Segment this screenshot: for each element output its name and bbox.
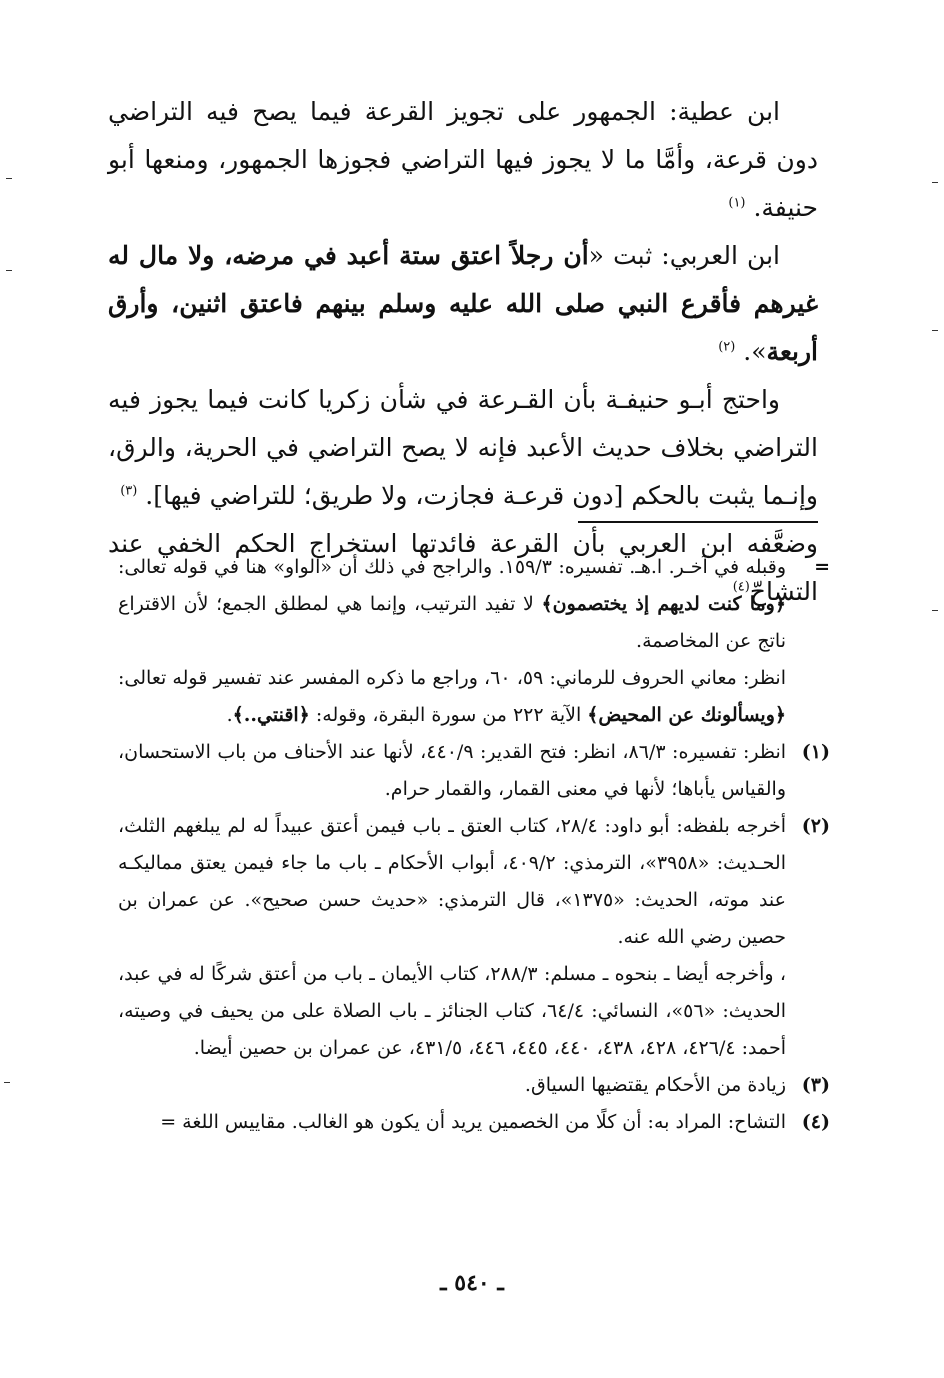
footnotes bbox=[118, 549, 830, 1141]
quran-verse: ﴿اقنتي..﴾ bbox=[232, 704, 310, 726]
footnote-ref-1[interactable]: (١) bbox=[728, 195, 746, 211]
quran-verse: ﴿وما كنت لديهم إذ يختصمون﴾ bbox=[541, 593, 786, 615]
paragraph-ibn-arabi-weakening: وضعَّفه ابن العربي بأن القرعة فائدتها استخراج الحكم الخفي عند التشاحّ$^{(٤)}$ bbox=[108, 529, 818, 606]
paragraph-abu-hanifa-argument: واحتج أبـو حنيفـة بأن القـرعة في شأن زكريا كانت فيما يجوز فيه التراضي بخلاف حديث الأعبد فإنه لا يصح التراضي في الحرية، والرق، وإنـما يثبت بالحكم [دون قرعـة فجازت، ولا طريق؛ للتراضي فيها]. $^{(٣)}$ bbox=[108, 385, 818, 510]
continuation-marker: = bbox=[814, 556, 830, 578]
margin-tick bbox=[932, 330, 938, 331]
paragraph-ibn-arabi-hadith: ابن العربي: ثبت «أن رجلاً اعتق ستة أعبد في مرضه، ولا مال له غيرهم فأقرع النبي صلى الله عليه وسلم بينهم فاعتق اثنين، وأرق أربعة». $^{(٢)}$ bbox=[108, 241, 818, 366]
quran-verse: ﴿ويسألونك عن المحيض﴾ bbox=[587, 704, 786, 726]
footnote-4: (٤) التشاح: المراد به: أن كلًا من الخصمين يريد أن يكون هو الغالب. مقاييس اللغة = bbox=[118, 1104, 830, 1141]
footnote-ref-3[interactable]: (٣) bbox=[120, 483, 138, 499]
footnote-separator bbox=[578, 521, 818, 523]
footnote-number: (١) bbox=[801, 741, 830, 763]
footnote-number: (٢) bbox=[801, 815, 830, 837]
footnote-ref-2[interactable]: (٢) bbox=[718, 339, 736, 355]
footnote-3: (٣) زيادة من الأحكام يقتضيها السياق. bbox=[118, 1067, 830, 1104]
footnote-number: (٤) bbox=[801, 1111, 830, 1133]
margin-tick bbox=[4, 1082, 10, 1083]
paragraph-ibn-atiyya: ابن عطية: الجمهور على تجويز القرعة فيما يصح فيه التراضي دون قرعة، وأمَّا ما لا يجوز فيها التراضي فجوزها الجمهور، ومنعها أبو حنيفة. $^{(١)}$ bbox=[108, 97, 818, 222]
main-text bbox=[108, 88, 818, 616]
footnote-2: (٢) أخرجه بلفظه: أبو داود: ٢٨/٤، كتاب العتق ـ باب فيمن أعتق عبيداً له لم يبلغهم الثلث، الحـديث: «٣٩٥٨»، الترمذي: ٤٠٩/٢، أبواب الأحكام ـ باب ما جاء فيمن يعتق مماليكـه عند موته، الحديث: «١٣٧٥»، قال الترمذي: «حديث حسن صحيح». عن عمران بن حصين رضي الله عنه. ، وأخرجه أيضا ـ بنحوه ـ مسلم: ٢٨٨/٣، كتاب الأيمان ـ باب من أعتق شركًا له في عبد، الحديث: «٥٦»، النسائي: ٦٤/٤، كتاب الجنائز ـ باب الصلاة على من يحيف في وصيته، أحمد: ٤٢٦/٤، ٤٢٨، ٤٣٨، ٤٤٠، ٤٤٥، ٤٤٦، ٤٣١/٥، عن عمران بن حصين أيضا. bbox=[118, 808, 830, 1067]
margin-tick bbox=[932, 610, 938, 611]
footnote-1: (١) انظر: تفسيره: ٨٦/٣، انظر: فتح القدير: ٤٤٠/٩، لأنها عند الأحناف من باب الاستحسان، والقياس يأباها؛ لأنها في معنى القمار، والقمار حرام. bbox=[118, 734, 830, 808]
footnote-ref-4[interactable]: (٤) bbox=[732, 579, 750, 595]
margin-tick bbox=[6, 178, 12, 179]
hadith-quote: أن رجلاً اعتق ستة أعبد في مرضه، ولا مال له غيرهم فأقرع النبي صلى الله عليه وسلم بينهم فاعتق اثنين، وأرق أربعة bbox=[108, 241, 818, 366]
footnote-continuation: = وقبله في آخـر. ا.هـ. تفسيره: ١٥٩/٣. والراجح في ذلك أن «الواو» هنا في قوله تعالى: ﴿وما كنت لديهم إذ يختصمون﴾ لا تفيد الترتيب، وإنما هي لمطلق الجمع؛ لأن الاقتراع ناتج عن المخاصمة. انظر: معاني الحروف للرماني: ٥٩، ٦٠، وراجع ما ذكره المفسر عند تفسير قوله تعالى: ﴿ويسألونك عن المحيض﴾ الآية ٢٢٢ من سورة البقرة، وقوله: ﴿اقنتي..﴾. bbox=[118, 549, 830, 734]
page-number: ـ ٥٤٠ ـ bbox=[440, 1270, 504, 1296]
margin-tick bbox=[932, 182, 938, 183]
footnote-number: (٣) bbox=[801, 1074, 830, 1096]
margin-tick bbox=[6, 270, 12, 271]
